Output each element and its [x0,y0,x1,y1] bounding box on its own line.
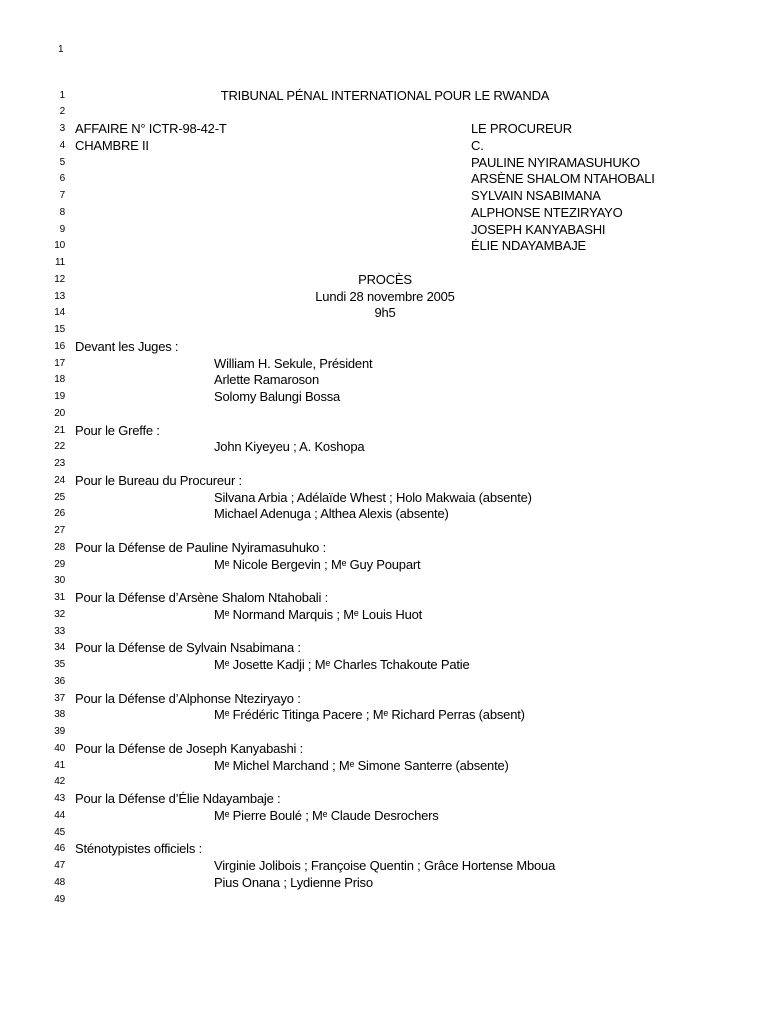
transcript-line [0,557,770,574]
line-number: 9 [59,223,65,235]
transcript-line [0,858,770,875]
transcript-line [0,674,770,691]
section-label: Devant les Juges : [75,338,179,354]
defense-counsel: Mᵉ Michel Marchand ; Mᵉ Simone Santerre (absente) [214,757,509,773]
transcript-line [0,791,770,808]
line-number: 11 [55,257,65,268]
line-number: 37 [54,692,65,704]
line-number: 16 [54,340,65,352]
line-number: 35 [54,659,65,670]
line-number: 14 [54,307,65,319]
party-name: ALPHONSE NTEZIRYAYO [471,204,623,220]
line-number: 19 [54,391,65,402]
line-number: 45 [54,826,65,838]
transcript-line [0,104,770,121]
line-number: 17 [54,357,65,369]
transcript-line [0,138,770,155]
section-label: Pour la Défense d’Élie Ndayambaje : [75,791,281,806]
section-label: Pour la Défense de Sylvain Nsabimana : [75,640,301,656]
page-number: 1 [58,44,64,55]
judge-name: Arlette Ramaroson [214,372,319,388]
defense-counsel: Mᵉ Nicole Bergevin ; Mᵉ Guy Poupart [214,556,421,572]
session-date: Lundi 28 novembre 2005 [315,288,455,304]
court-title: TRIBUNAL PÉNAL INTERNATIONAL POUR LE RWANDA [220,87,550,103]
judge-name: Solomy Balungi Bossa [214,389,341,404]
transcript-line [0,607,770,624]
defense-counsel: Mᵉ Pierre Boulé ; Mᵉ Claude Desrochers [214,807,439,823]
line-number: 22 [54,441,65,453]
party-name: ÉLIE NDAYAMBAJE [471,238,586,254]
line-number: 30 [54,575,65,587]
transcript-line [0,456,770,473]
line-number: 47 [54,860,65,871]
party-name: PAULINE NYIRAMASUHUKO [471,154,640,170]
transcript-line [0,322,770,339]
line-number: 46 [54,843,65,855]
line-number: 24 [54,474,65,486]
transcript-line [0,205,770,222]
chamber-name: CHAMBRE II [75,137,149,153]
section-label: Pour le Greffe : [75,422,160,438]
line-number: 33 [54,625,65,637]
line-number: 13 [54,290,65,302]
transcript-line [0,758,770,775]
line-number: 27 [54,525,65,536]
line-number: 44 [54,809,65,821]
transcript-line [0,691,770,708]
line-number: 41 [54,759,65,771]
line-number: 26 [54,508,65,520]
defense-counsel: Mᵉ Normand Marquis ; Mᵉ Louis Huot [214,606,423,622]
section-label: Pour la Défense de Joseph Kanyabashi : [75,740,303,756]
transcript-line [0,121,770,138]
transcript-line [0,88,770,105]
party-name: C. [471,137,484,153]
transcript-line [0,741,770,758]
line-number: 28 [54,541,65,553]
defense-counsel: Mᵉ Frédéric Titinga Pacere ; Mᵉ Richard Perras (absent) [214,707,525,723]
session-heading: PROCÈS [358,271,412,287]
line-number: 29 [54,558,65,570]
line-number: 49 [54,893,65,905]
line-number: 25 [54,491,65,503]
transcript-line [0,540,770,557]
line-number: 42 [54,776,65,788]
party-name: SYLVAIN NSABIMANA [471,188,601,203]
transcript-line [0,406,770,423]
section-label: Sténotypistes officiels : [75,841,202,857]
defense-counsel: Mᵉ Josette Kadji ; Mᵉ Charles Tchakoute Patie [214,657,470,672]
line-number: 2 [59,106,65,118]
party-name: ARSÈNE SHALOM NTAHOBALI [471,171,655,187]
transcript-line [0,808,770,825]
session-time: 9h5 [374,305,396,321]
transcript-line [0,490,770,507]
line-number: 15 [54,324,65,335]
line-number: 3 [59,123,65,134]
party-name: LE PROCUREUR [471,121,572,136]
transcript-line [0,171,770,188]
prosecutor-names: Silvana Arbia ; Adélaïde Whest ; Holo Makwaia (absente) [214,489,532,505]
section-label: Pour le Bureau du Procureur : [75,472,242,488]
line-number: 43 [54,793,65,804]
line-number: 4 [59,139,65,151]
transcript-line [0,825,770,842]
transcript-line [0,289,770,306]
line-number: 20 [54,407,65,419]
prosecutor-names: Michael Adenuga ; Althea Alexis (absente) [214,506,449,522]
transcript-line [0,222,770,239]
line-number: 10 [54,240,65,252]
transcript-line [0,875,770,892]
transcript-line [0,573,770,590]
transcript-line [0,389,770,406]
line-number: 31 [54,592,65,603]
line-number: 8 [59,206,65,218]
registry-names: John Kiyeyeu ; A. Koshopa [214,439,365,455]
section-label: Pour la Défense d’Arsène Shalom Ntahobali : [75,590,328,605]
transcript-line [0,473,770,490]
line-number: 5 [59,156,65,168]
stenographer-names: Pius Onana ; Lydienne Priso [214,874,373,890]
transcript-line [0,724,770,741]
transcript-line [0,590,770,607]
transcript-line [0,892,770,909]
line-number: 23 [54,458,65,469]
transcript-line [0,255,770,272]
line-number: 39 [54,726,65,737]
line-number: 38 [54,709,65,721]
transcript-line [0,372,770,389]
transcript-line [0,272,770,289]
transcript-line [0,774,770,791]
transcript-line [0,439,770,456]
transcript-line [0,155,770,172]
transcript-line [0,640,770,657]
transcript-line [0,841,770,858]
case-number: AFFAIRE N° ICTR-98-42-T [75,121,227,136]
judge-name: William H. Sekule, Président [214,355,373,371]
transcript-line [0,356,770,373]
line-number: 34 [54,642,65,654]
party-name: JOSEPH KANYABASHI [471,221,606,237]
transcript-line [0,238,770,255]
line-number: 12 [54,273,65,285]
line-number: 40 [54,742,65,754]
transcript-line [0,624,770,641]
transcript-line [0,339,770,356]
section-label: Pour la Défense de Pauline Nyiramasuhuko : [75,539,327,555]
transcript-line [0,506,770,523]
transcript-line [0,188,770,205]
line-number: 48 [54,876,65,888]
line-number: 7 [59,190,65,201]
transcript-line [0,523,770,540]
line-number: 32 [54,608,65,620]
transcript-line [0,707,770,724]
section-label: Pour la Défense d’Alphonse Nteziryayo : [75,690,301,706]
transcript-line [0,305,770,322]
line-number: 36 [54,675,65,687]
transcript-line [0,423,770,440]
line-number: 18 [54,374,65,386]
line-number: 1 [59,89,65,101]
stenographer-names: Virginie Jolibois ; Françoise Quentin ; Grâce Hortense Mboua [214,858,556,873]
line-number: 6 [59,173,65,185]
transcript-line [0,657,770,674]
line-number: 21 [54,424,65,436]
